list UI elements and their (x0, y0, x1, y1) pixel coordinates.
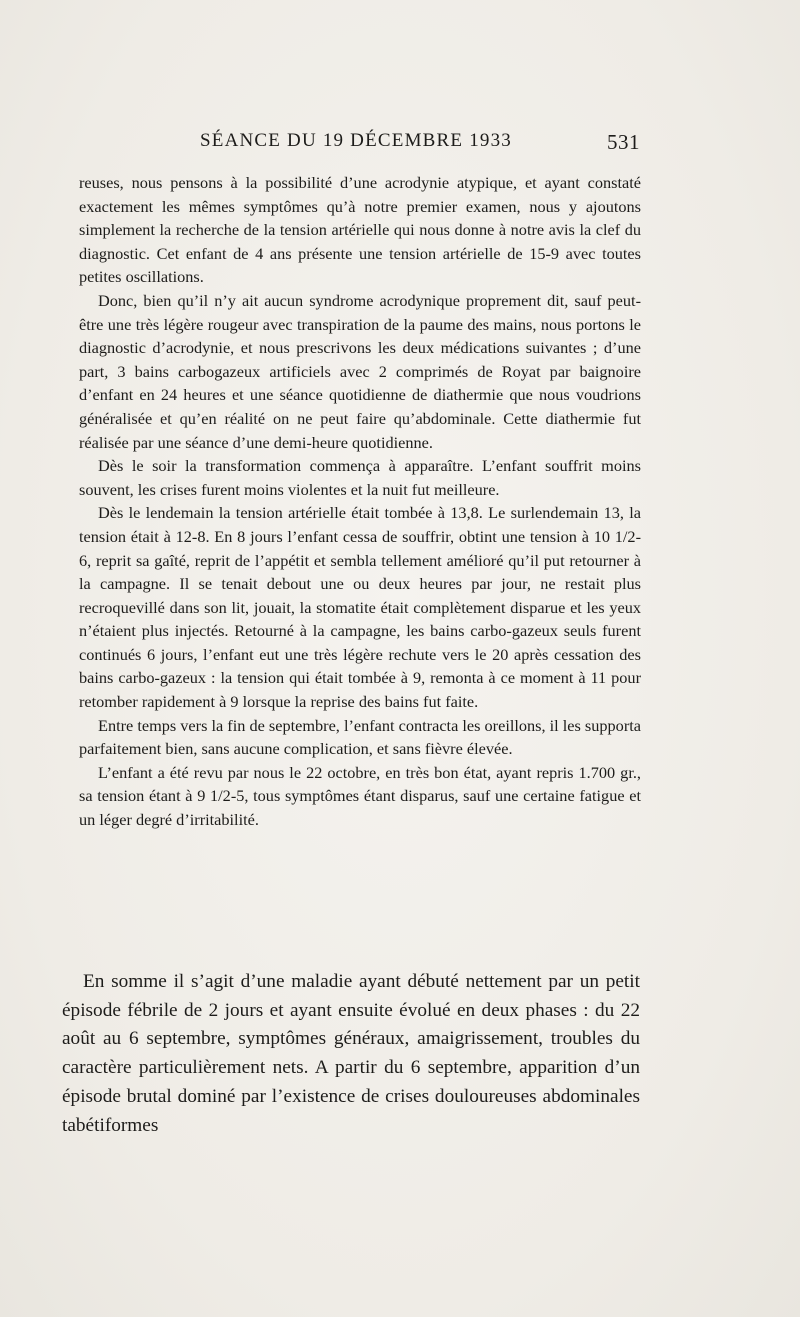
body-text (79, 171, 641, 832)
page-number: 531 (607, 130, 640, 154)
conclusion-paragraph: En somme il s’agit d’une maladie ayant débuté nettement par un petit épisode fébrile de 2 jours et ayant ensuite évolué en deux phases : du 22 août au 6 septembre, symptômes généraux, amaigrissement, troubles du caractère particulièrement nets. A partir du 6 septembre, apparition d’un épisode brutal dominé par l’existence de crises douloureuses abdominales tabétiformes (62, 971, 640, 1136)
paragraph-1: reuses, nous pensons à la possibilité d’une acrodynie atypique, et ayant constaté exactement les mêmes symptômes qu’à notre premier examen, nous y ajoutons simplement la recherche de la tension artérielle qui nous donne à notre avis la clef du diagnostic. Cet enfant de 4 ans présente une tension artérielle de 15-9 avec toutes petites oscillations. (79, 173, 641, 287)
header-title: SÉANCE DU 19 DÉCEMBRE 1933 (200, 130, 512, 151)
paragraph-2: Donc, bien qu’il n’y ait aucun syndrome acrodynique proprement dit, sauf peut-être une très légère rougeur avec transpiration de la paume des mains, nous portons le diagnostic d’acrodynie, et nous prescrivons les deux médications suivantes ; d’une part, 3 bains carbogazeux artificiels avec 2 comprimés de Royat par baignoire d’enfant en 24 heures et une séance quotidienne de diathermie que nous voudrions généralisée et qu’en réalité on ne peut faire qu’abdominale. Cette diathermie fut réalisée par une séance d’une demi-heure quotidienne. (79, 290, 641, 452)
paragraph-6: L’enfant a été revu par nous le 22 octobre, en très bon état, ayant repris 1.700 gr., sa tension étant à 9 1/2-5, tous symptômes étant disparus, sauf une certaine fatigue et un léger degré d’irritabilité. (79, 762, 641, 830)
paragraph-4: Dès le lendemain la tension artérielle était tombée à 13,8. Le surlendemain 13, la tension était à 12-8. En 8 jours l’enfant cessa de souffrir, obtint une tension à 10 1/2-6, reprit sa gaîté, reprit de l’appétit et sembla tellement amélioré qu’il put retourner à la campagne. Il se tenait debout une ou deux heures par jour, ne restait plus recroquevillé dans son lit, jouait, la stomatite était complètement disparue et les yeux n’étaient plus injectés. Retourné à la campagne, les bains carbo-gazeux seuls furent continués 6 jours, l’enfant eut une très légère rechute vers le 20 après cessation des bains carbo-gazeux : la tension qui était tombée à 9, remonta à ce moment à 11 pour retomber rapidement à 9 lorsque la reprise des bains fut faite. (79, 503, 641, 712)
running-header (80, 130, 640, 160)
paragraph-3: Dès le soir la transformation commença à apparaître. L’enfant souffrit moins souvent, les crises furent moins violentes et la nuit fut meilleure. (79, 456, 641, 499)
paragraph-5: Entre temps vers la fin de septembre, l’enfant contracta les oreillons, il les supporta parfaitement bien, sans aucune complication, et sans fièvre élevée. (79, 715, 641, 759)
conclusion-section (62, 968, 640, 1140)
